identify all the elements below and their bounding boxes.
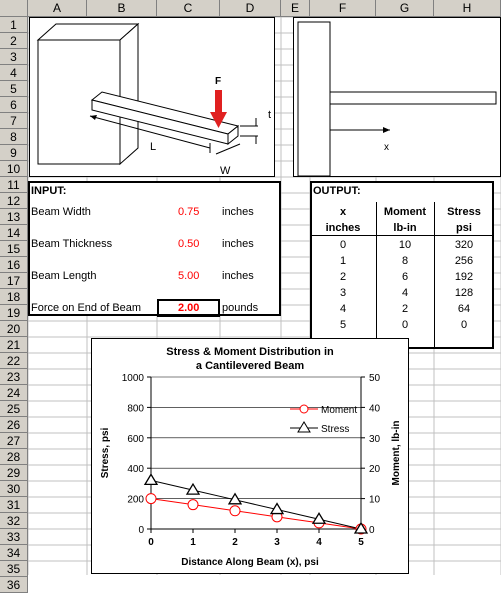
y-tick-label: 1000	[121, 373, 144, 384]
y2-tick-label: 0	[369, 525, 375, 536]
row-header-31[interactable]: 31	[0, 497, 28, 513]
y2-tick-label: 10	[369, 494, 381, 506]
row-header-26[interactable]: 26	[0, 417, 28, 433]
output-cell: 0	[460, 319, 468, 331]
row-header-2[interactable]: 2	[0, 33, 28, 49]
beam-drawing	[30, 18, 274, 176]
row-header-12[interactable]: 12	[0, 193, 28, 209]
row-header-18[interactable]: 18	[0, 289, 28, 305]
x-tick-label: 2	[232, 537, 238, 548]
chart-frame[interactable]	[91, 338, 409, 574]
legend-stress-label: Stress	[321, 424, 350, 435]
output-cell: 1	[339, 255, 347, 267]
row-header-17[interactable]: 17	[0, 273, 28, 289]
select-all-corner[interactable]	[0, 0, 28, 17]
y2-tick-label: 50	[369, 373, 381, 384]
legend-moment-label: Moment	[321, 405, 358, 416]
beam-length-label: Beam Length	[31, 270, 97, 282]
row-header-15[interactable]: 15	[0, 241, 28, 257]
x-tick-label: 5	[358, 537, 364, 548]
y-tick-label: 200	[127, 494, 144, 506]
y-tick-label: 600	[127, 433, 144, 445]
legend-moment-marker	[300, 405, 308, 413]
column-header-B[interactable]: B	[87, 0, 157, 17]
thickness-label: t	[268, 109, 272, 121]
output-cell: 128	[454, 287, 474, 299]
x-tick-label: 1	[190, 537, 196, 548]
row-header-23[interactable]: 23	[0, 369, 28, 385]
x-axis-label: x	[384, 142, 389, 153]
beam-length-value[interactable]: 5.00	[178, 270, 200, 282]
row-header-3[interactable]: 3	[0, 49, 28, 65]
x-tick-label: 0	[148, 537, 154, 548]
row-header-25[interactable]: 25	[0, 401, 28, 417]
row-header-20[interactable]: 20	[0, 321, 28, 337]
row-header-30[interactable]: 30	[0, 481, 28, 497]
input-heading: INPUT:	[31, 185, 67, 197]
beam-width-label: Beam Width	[31, 206, 91, 218]
row-header-9[interactable]: 9	[0, 145, 28, 161]
output-cell: 3	[339, 287, 347, 299]
beam-length-unit: inches	[222, 270, 254, 282]
moment-point	[188, 500, 198, 510]
row-header-16[interactable]: 16	[0, 257, 28, 273]
y-axis-title: Stress, psi	[100, 427, 111, 479]
column-header-H[interactable]: H	[434, 0, 501, 17]
row-header-14[interactable]: 14	[0, 225, 28, 241]
column-header-D[interactable]: D	[220, 0, 281, 17]
output-cell: 2	[401, 303, 409, 315]
output-cell: 4	[339, 303, 347, 315]
beam-width-unit: inches	[222, 206, 254, 218]
output-header: Moment	[383, 206, 427, 218]
moment-point	[146, 494, 156, 504]
moment-series-line	[151, 499, 361, 529]
moment-point	[230, 506, 240, 516]
row-header-19[interactable]: 19	[0, 305, 28, 321]
row-header-24[interactable]: 24	[0, 385, 28, 401]
x-axis-title: Distance Along Beam (x), psi	[181, 557, 319, 568]
y2-tick-label: 20	[369, 464, 381, 476]
force-end-label: Force on End of Beam	[31, 302, 142, 314]
beam-thickness-value[interactable]: 0.50	[178, 238, 200, 250]
length-label: L	[150, 141, 157, 153]
row-header-34[interactable]: 34	[0, 545, 28, 561]
row-header-8[interactable]: 8	[0, 129, 28, 145]
row-header-27[interactable]: 27	[0, 433, 28, 449]
stress-moment-chart	[92, 339, 408, 573]
output-header: x	[339, 206, 347, 218]
y-tick-label: 400	[127, 464, 144, 476]
output-cell: 2	[339, 271, 347, 283]
x-tick-label: 4	[316, 537, 322, 548]
output-cell: 256	[454, 255, 474, 267]
y2-tick-label: 30	[369, 433, 381, 445]
y2-axis-title: Moment, lb-in	[391, 420, 402, 486]
row-header-32[interactable]: 32	[0, 513, 28, 529]
legend-stress-marker	[298, 422, 310, 432]
output-cell: 5	[339, 319, 347, 331]
y-tick-label: 800	[127, 403, 144, 415]
output-cell: 64	[457, 303, 471, 315]
output-cell: 320	[454, 239, 474, 251]
output-header: Stress	[447, 206, 481, 218]
output-header: lb-in	[393, 222, 417, 234]
row-header-33[interactable]: 33	[0, 529, 28, 545]
output-heading: OUTPUT:	[313, 185, 361, 197]
force-end-value[interactable]: 2.00	[178, 302, 200, 314]
chart-title-line-2: a Cantilevered Beam	[195, 360, 305, 372]
output-header: inches	[325, 222, 361, 234]
row-header-11[interactable]: 11	[0, 177, 28, 193]
column-header-F[interactable]: F	[310, 0, 376, 17]
output-cell: 192	[454, 271, 474, 283]
output-cell: 8	[401, 255, 409, 267]
output-cell: 0	[339, 239, 347, 251]
row-header-29[interactable]: 29	[0, 465, 28, 481]
y-tick-label: 0	[138, 525, 144, 536]
output-cell: 4	[401, 287, 409, 299]
output-header-divider	[310, 235, 494, 236]
column-header-E[interactable]: E	[281, 0, 310, 17]
output-cell: 10	[398, 239, 412, 251]
row-header-28[interactable]: 28	[0, 449, 28, 465]
beam-top-drawing	[294, 18, 500, 176]
row-header-21[interactable]: 21	[0, 337, 28, 353]
stress-series-line	[151, 480, 361, 529]
row-header-5[interactable]: 5	[0, 81, 28, 97]
output-cell: 0	[401, 319, 409, 331]
row-header-6[interactable]: 6	[0, 97, 28, 113]
row-header-36[interactable]: 36	[0, 577, 28, 593]
column-header-G[interactable]: G	[376, 0, 434, 17]
beam-top-view[interactable]	[293, 17, 501, 177]
x-tick-label: 3	[274, 537, 280, 548]
row-header-35[interactable]: 35	[0, 561, 28, 577]
width-label: W	[220, 165, 231, 176]
row-header-7[interactable]: 7	[0, 113, 28, 129]
force-end-unit: pounds	[222, 302, 259, 314]
row-header-1[interactable]: 1	[0, 17, 28, 33]
stress-point	[145, 474, 157, 484]
output-header: psi	[456, 222, 472, 234]
beam-width-value[interactable]: 0.75	[178, 206, 200, 218]
beam-thickness-label: Beam Thickness	[31, 238, 113, 250]
row-header-10[interactable]: 10	[0, 161, 28, 177]
chart-title-line-1: Stress & Moment Distribution in	[166, 346, 334, 358]
beam-diagram[interactable]	[29, 17, 275, 177]
column-header-C[interactable]: C	[157, 0, 220, 17]
row-header-4[interactable]: 4	[0, 65, 28, 81]
output-cell: 6	[401, 271, 409, 283]
row-header-13[interactable]: 13	[0, 209, 28, 225]
y2-tick-label: 40	[369, 403, 381, 415]
beam-thickness-unit: inches	[222, 238, 254, 250]
row-header-22[interactable]: 22	[0, 353, 28, 369]
force-label: F	[215, 76, 222, 87]
column-header-A[interactable]: A	[28, 0, 87, 17]
